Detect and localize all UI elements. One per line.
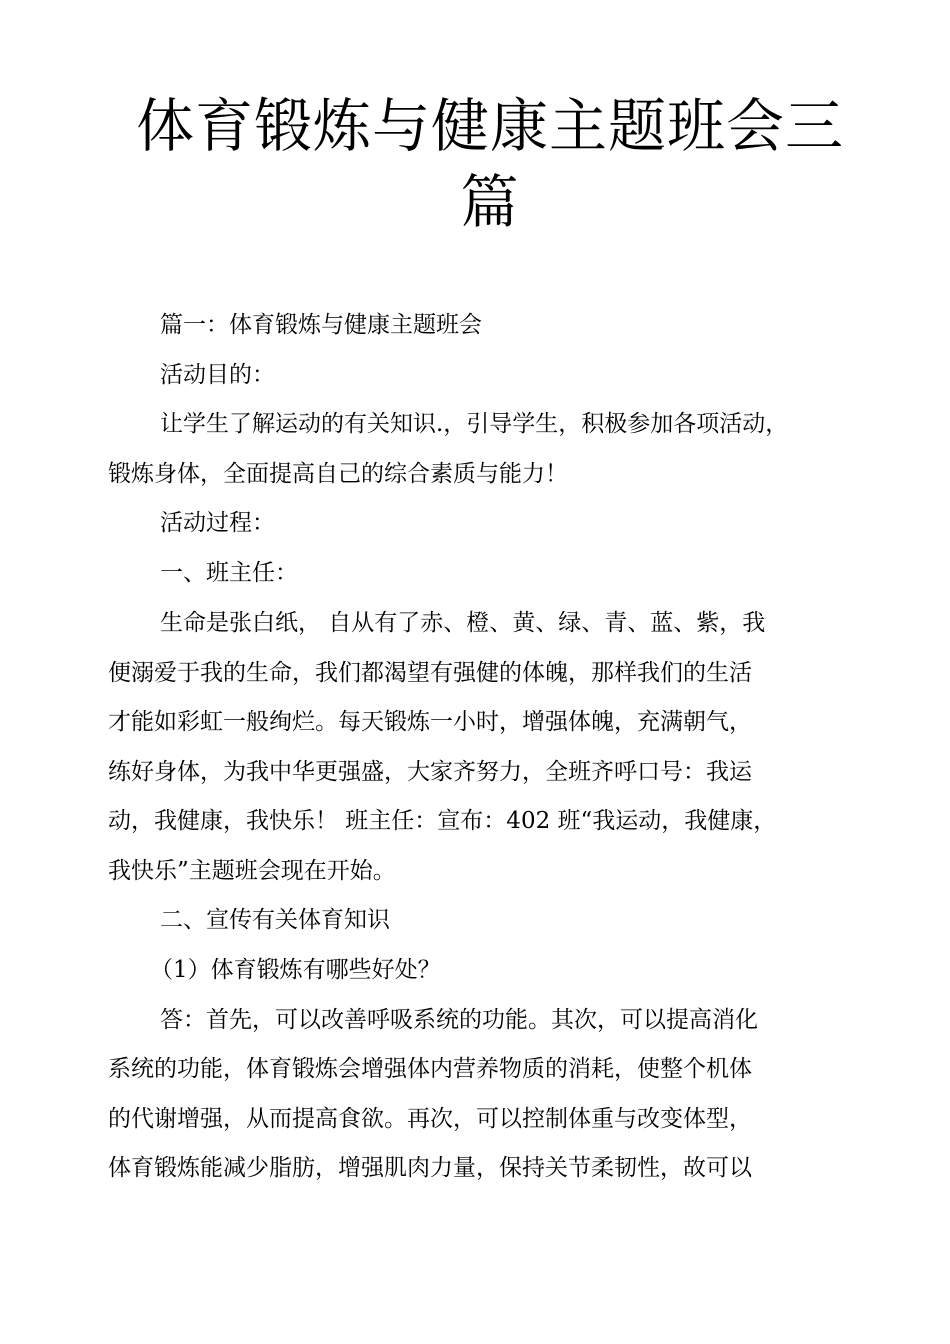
activity-goal-label: 活动目的： <box>160 362 275 388</box>
question-one: （1）体育锻炼有哪些好处？ <box>150 957 441 983</box>
teacher-text-line-2: 便溺爱于我的生命，我们都渴望有强健的体魄，那样我们的生活 <box>108 660 752 686</box>
teacher-text-line-5: 动，我健康，我快乐！ 班主任：宣布：402 班“我运动，我健康， <box>108 808 777 834</box>
step-two-heading: 二、宣传有关体育知识 <box>160 907 390 933</box>
teacher-text-line-3: 才能如彩虹一般绚烂。每天锻炼一小时，增强体魄，充满朝气， <box>108 709 752 735</box>
teacher-text-line-1: 生命是张白纸， 自从有了赤、橙、黄、绿、青、蓝、紫，我 <box>160 610 766 636</box>
title-line-1: 体育锻炼与健康主题班会三 <box>135 92 844 160</box>
teacher-text-line-4: 练好身体，为我中华更强盛，大家齐努力，全班齐呼口号：我运 <box>108 759 752 785</box>
goal-text-line-2: 锻炼身体，全面提高自己的综合素质与能力！ <box>108 461 568 487</box>
answer-line-2: 系统的功能，体育锻炼会增强体内营养物质的消耗，使整个机体 <box>108 1056 752 1082</box>
answer-line-4: 体育锻炼能减少脂肪，增强肌肉力量，保持关节柔韧性，故可以 <box>108 1155 752 1181</box>
title-line-2: 篇 <box>460 168 520 236</box>
teacher-text-line-6: 我快乐”主题班会现在开始。 <box>108 858 396 884</box>
section-heading: 篇一：体育锻炼与健康主题班会 <box>160 312 482 338</box>
document-title <box>100 88 880 240</box>
activity-process-label: 活动过程： <box>160 510 275 536</box>
answer-line-1: 答：首先，可以改善呼吸系统的功能。其次，可以提高消化 <box>160 1007 758 1033</box>
goal-text-line-1: 让学生了解运动的有关知识.，引导学生，积极参加各项活动， <box>160 411 789 437</box>
step-one-heading: 一、班主任： <box>160 560 298 586</box>
answer-line-3: 的代谢增强，从而提高食欲。再次，可以控制体重与改变体型， <box>108 1106 752 1132</box>
